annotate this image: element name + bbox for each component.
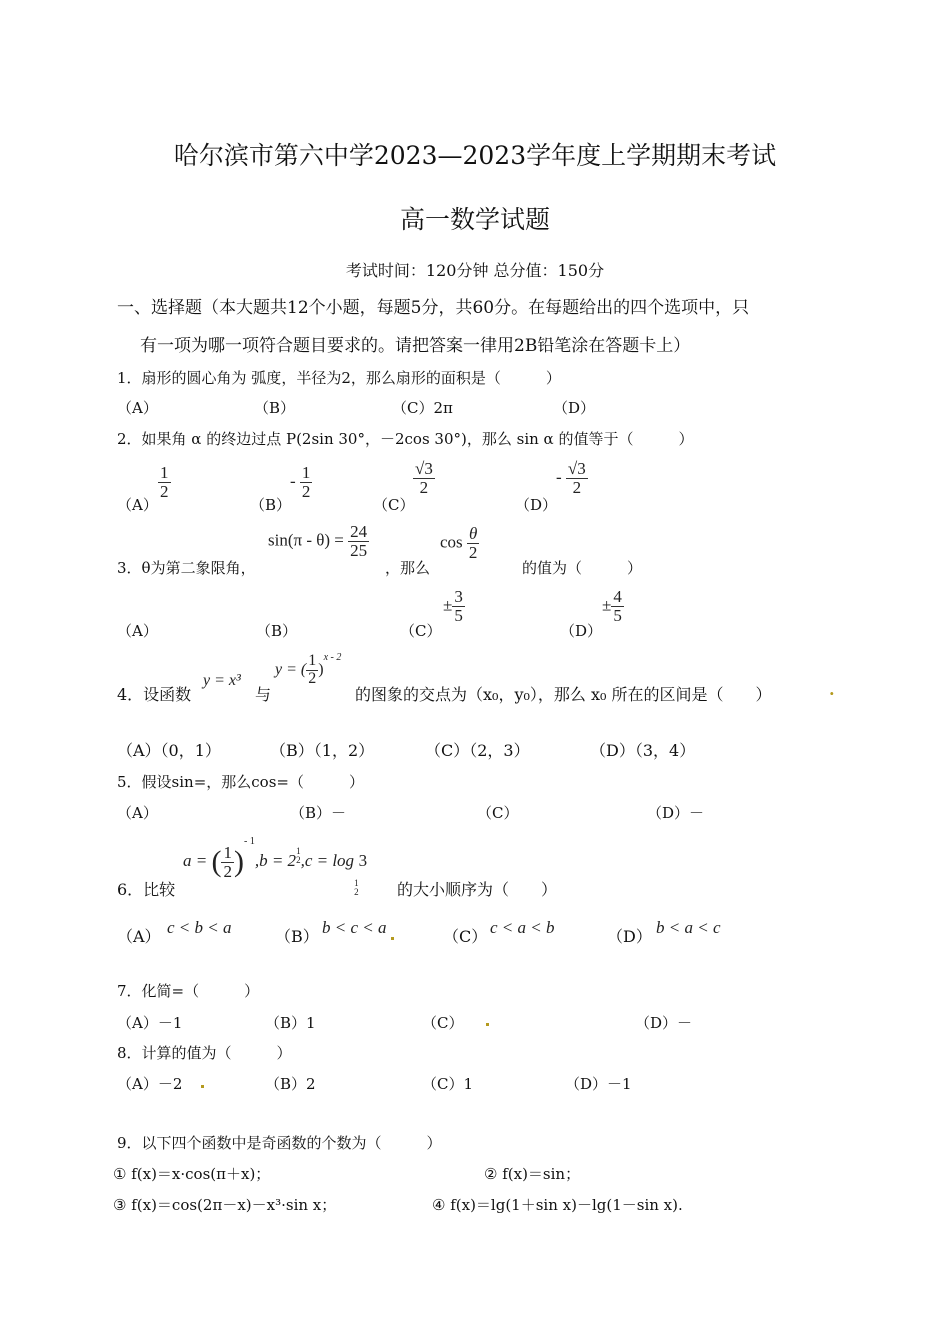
q3-option-b: （B） — [256, 622, 298, 640]
q9-item-4: ④ f(x)＝lg(1＋sin x)－lg(1－sin x). — [432, 1196, 683, 1214]
q2-d-sign: - — [556, 467, 562, 487]
q6-option-d: （D） — [607, 927, 652, 946]
q6-c-arg: 3 — [358, 851, 368, 870]
q4-option-b: （B）（1，2） — [270, 741, 375, 760]
q6-b-math: b < c < a — [322, 918, 387, 937]
q3-c-den: 5 — [454, 605, 463, 625]
exam-title: 哈尔滨市第六中学2023—2023学年度上学期期末考试 — [173, 141, 777, 170]
q3-d-num: 4 — [613, 587, 622, 606]
q1-option-a: （A） — [117, 399, 158, 417]
exam-info: 考试时间：120分钟 总分值：150分 — [345, 261, 605, 280]
q6-option-c: （C） — [443, 927, 488, 946]
q2-c-num: √3 — [415, 459, 433, 478]
q6-d-math: b < a < c — [656, 918, 721, 937]
q6-a-den: 2 — [223, 861, 232, 881]
q2-d-den: 2 — [572, 477, 582, 497]
q9-stem: 9．以下四个函数中是奇函数的个数为（ ） — [117, 1134, 442, 1152]
q4-y2-exp: x - 2 — [323, 652, 342, 663]
q1-stem: 1．扇形的圆心角为 弧度，半径为2，那么扇形的面积是（ ） — [117, 369, 561, 387]
q6-expr-c: ,c = log — [300, 851, 355, 870]
q4-function-2 — [275, 652, 341, 688]
q7-option-d: （D）－ — [635, 1014, 693, 1032]
q3-d-den: 5 — [613, 605, 622, 625]
q3-sin-expression — [268, 523, 369, 560]
q5-option-b: （B）－ — [290, 804, 347, 822]
q4-number: 4．设函数 — [117, 685, 192, 704]
q3-frac-den: 25 — [350, 540, 368, 560]
q3-expr-left: sin(π - θ) = — [268, 530, 344, 550]
q6-number: 6．比较 — [117, 880, 176, 899]
q2-c-fraction — [413, 460, 435, 497]
q5-stem: 5．假设sin=，那么cos=（ ） — [117, 773, 364, 791]
q2-b-sign: - — [290, 471, 296, 491]
q8-option-b: （B）2 — [265, 1075, 316, 1093]
q2-option-b: （B） — [250, 496, 292, 514]
q8-stem: 8．计算的值为（ ） — [117, 1044, 292, 1062]
q6-a-num: 1 — [223, 842, 232, 862]
q6-c-base-num: 1 — [354, 878, 359, 888]
q4-tail-dot: . — [829, 680, 835, 699]
q6-b-dot — [391, 937, 394, 940]
q3-frac-num: 24 — [350, 522, 368, 541]
q2-c-den: 2 — [419, 477, 429, 497]
q7-option-a: （A）－1 — [117, 1014, 183, 1032]
q3-option-d: （D） — [560, 622, 603, 640]
exam-subtitle: 高一数学试题 — [399, 205, 550, 234]
q1-option-d: （D） — [553, 399, 596, 417]
q2-b-fraction — [290, 464, 312, 501]
q6-c-base-den: 2 — [354, 887, 359, 897]
q4-y2-left: y = ( — [275, 661, 307, 678]
q8-option-c: （C）1 — [422, 1075, 474, 1093]
q6-b-exp-num: 1 — [296, 846, 301, 856]
q3-c-num: 3 — [454, 587, 463, 606]
q4-option-a: （A）（0，1） — [117, 741, 221, 760]
q3-d-fraction — [602, 588, 624, 625]
q1-option-b: （B） — [254, 399, 296, 417]
q5-option-c: （C） — [477, 804, 519, 822]
q4-y2-den: 2 — [308, 669, 317, 687]
q3-option-c: （C） — [400, 622, 442, 640]
q5-option-a: （A） — [117, 804, 158, 822]
q9-item-2: ② f(x)＝sin； — [484, 1165, 581, 1183]
section-heading-line2: 有一项为哪一项符合题目要求的。请把答案一律用2B铅笔涂在答题卡上） — [140, 336, 691, 356]
q2-d-num: √3 — [567, 459, 586, 478]
q2-b-num: 1 — [301, 463, 311, 482]
q3-number: 3．θ为第二象限角， — [117, 559, 256, 577]
q7-c-dot — [486, 1023, 489, 1026]
q6-tail: 的大小顺序为（ ） — [397, 880, 558, 899]
q6-c-math: c < a < b — [490, 918, 555, 937]
q4-option-c: （C）（2，3） — [425, 741, 530, 760]
q1-option-c: （C）2π — [392, 399, 453, 417]
q6-a-math: c < b < a — [167, 918, 232, 937]
q3-mid-text: ，那么 — [385, 559, 431, 577]
q3-theta: θ — [468, 524, 478, 543]
section-heading-line1: 一、选择题（本大题共12个小题，每题5分，共60分。在每题给出的四个选项中，只 — [117, 298, 750, 318]
q7-option-c: （C） — [422, 1014, 464, 1032]
q2-option-a: （A） — [117, 496, 158, 514]
q2-option-d: （D） — [515, 496, 558, 514]
q6-a-exp: - 1 — [243, 836, 255, 847]
q2-a-fraction — [158, 464, 171, 501]
q3-c-pm: ± — [443, 595, 453, 615]
q2-a-den: 2 — [160, 481, 169, 501]
q3-two: 2 — [468, 542, 478, 562]
q3-c-fraction — [443, 588, 465, 625]
q6-option-b: （B） — [275, 927, 319, 946]
q2-a-num: 1 — [160, 463, 169, 482]
q4-y2-num: 1 — [308, 652, 317, 670]
q2-option-c: （C） — [373, 496, 415, 514]
q2-b-den: 2 — [301, 481, 311, 501]
q7-stem: 7．化简=（ ） — [117, 982, 260, 1000]
q8-option-a: （A）－2 — [117, 1075, 183, 1093]
q3-d-pm: ± — [602, 595, 612, 615]
q2-d-fraction — [556, 460, 588, 497]
q8-option-d: （D）－1 — [565, 1075, 632, 1093]
q4-function-1: y = x³ — [203, 672, 241, 689]
q3-option-a: （A） — [117, 622, 158, 640]
q4-with: 与 — [255, 685, 272, 704]
q9-item-3: ③ f(x)＝cos(2π－x)－x³·sin x； — [113, 1196, 337, 1214]
q3-tail: 的值为（ ） — [522, 559, 643, 577]
q6-b-exp-den: 2 — [296, 855, 301, 865]
q8-a-dot — [201, 1085, 204, 1088]
q2-stem: 2．如果角 α 的终边过点 P(2sin 30°，－2cos 30°)，那么 sin α 的值等于（ ） — [117, 430, 694, 448]
q6-expr-a: a = — [183, 851, 208, 870]
q3-cos-expression — [440, 525, 479, 562]
q3-cos-label: cos — [440, 532, 463, 552]
q6-option-a: （A） — [117, 927, 161, 946]
q6-expr-b: ,b = 2 — [254, 851, 297, 870]
q5-option-d: （D）－ — [647, 804, 705, 822]
q9-item-1: ① f(x)＝x·cos(π＋x)； — [113, 1165, 271, 1183]
q4-y2-right: ) — [318, 661, 324, 678]
q4-option-d: （D）（3，4） — [590, 741, 696, 760]
q4-tail: 的图象的交点为（x₀，y₀），那么 x₀ 所在的区间是（ ） — [355, 685, 772, 704]
q7-option-b: （B）1 — [265, 1014, 316, 1032]
q6-expression: a = ( $\frac{1}{2}$ )$^{- 1}$,b = 2 $^{1 2}$ ,c = log $_{1 2}$ 3 — [183, 836, 368, 897]
